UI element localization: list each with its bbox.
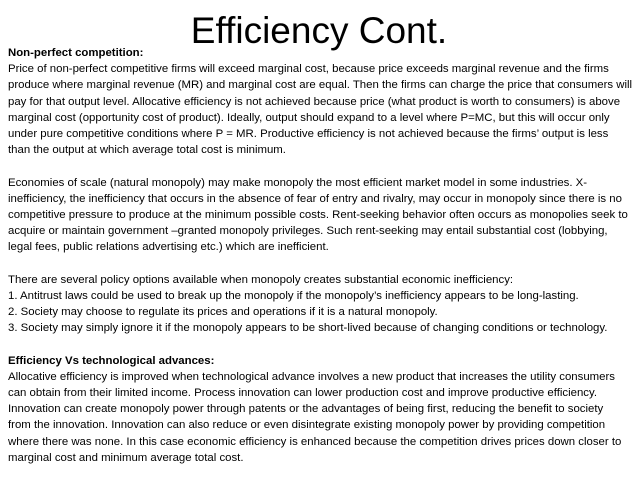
paragraph-spacer xyxy=(8,158,632,174)
section-technological-advances xyxy=(8,353,632,466)
section-heading: Non-perfect competition: xyxy=(8,47,144,59)
slide-title: Efficiency Cont. xyxy=(190,10,448,51)
slide-body xyxy=(8,45,632,466)
paragraph-line: produce where marginal revenue (MR) and marginal cost are equal. Then the firms can charge the price that consumers will xyxy=(8,79,633,92)
section-policy-options xyxy=(8,272,632,337)
list-item: 2. Society may choose to regulate its prices and operations if it is a natural monopoly. xyxy=(8,306,438,318)
paragraph-line: Allocative efficiency is improved when technological advance involves a new product that increases the utility consumers xyxy=(8,370,615,383)
section-heading: Efficiency Vs technological advances: xyxy=(8,354,215,367)
paragraph-line: marginal cost (opportunity cost of product). Ideally, output should expand to a level where P=MC, but this will occur only xyxy=(8,111,610,124)
section-economies-of-scale xyxy=(8,175,632,256)
paragraph-line: under pure competitive conditions where P = MR. Productive efficiency is not achieved because the firms’ output is less xyxy=(8,127,609,140)
paragraph-line: can obtain from their limited income. Process innovation can lower production cost and improve productive efficiency. xyxy=(8,386,598,399)
section-non-perfect-competition xyxy=(8,45,632,158)
paragraph-line: from the innovation. Innovation can also reduce or even disintegrate existing monopoly power by providing competition xyxy=(8,419,606,432)
paragraph-line: pay for that output level. Allocative efficiency is not achieved because price (what product is worth to consumers) is above xyxy=(8,95,621,108)
paragraph-line: acquire or maintain government –granted monopoly privileges. Such rent-seeking may entail substantial cost (lobbying, xyxy=(8,225,608,238)
list-item: 1. Antitrust laws could be used to break up the monopoly if the monopoly’s inefficiency appears to be long-lasting. xyxy=(8,289,579,302)
paragraph-line: Innovation can create monopoly power through patents or the advantages of being first, reducing the benefit to society xyxy=(8,403,604,416)
paragraph-line: Price of non-perfect competitive firms will exceed marginal cost, because price exceeds marginal revenue and the firms xyxy=(8,63,609,76)
paragraph-spacer xyxy=(8,336,632,352)
paragraph-spacer xyxy=(8,255,632,271)
paragraph-line: Economies of scale (natural monopoly) may make monopoly the most efficient market model in some industries. X- xyxy=(8,176,588,189)
paragraph-line: There are several policy options available when monopoly creates substantial economic inefficiency: xyxy=(8,273,514,286)
paragraph-line: where there was none. In this case economic efficiency is enhanced because the competition drives prices down closer to xyxy=(8,435,622,448)
list-item: 3. Society may simply ignore it if the monopoly appears to be short-lived because of changing conditions or technology. xyxy=(8,322,608,335)
paragraph-line: than the output at which average total cost is minimum. xyxy=(8,144,286,157)
paragraph-line: marginal cost and minimum average total cost. xyxy=(8,451,244,464)
paragraph-line: legal fees, public relations advertising etc.) which are inefficient. xyxy=(8,241,329,254)
paragraph-line: competitive pressure to produce at the minimum possible costs. Rent-seeking behavior often occurs as monopolies seek to xyxy=(8,208,628,221)
paragraph-line: inefficiency, the inefficiency that occurs in the absence of fear of entry and rivalry, may occur in monopoly since there is no xyxy=(8,192,622,205)
